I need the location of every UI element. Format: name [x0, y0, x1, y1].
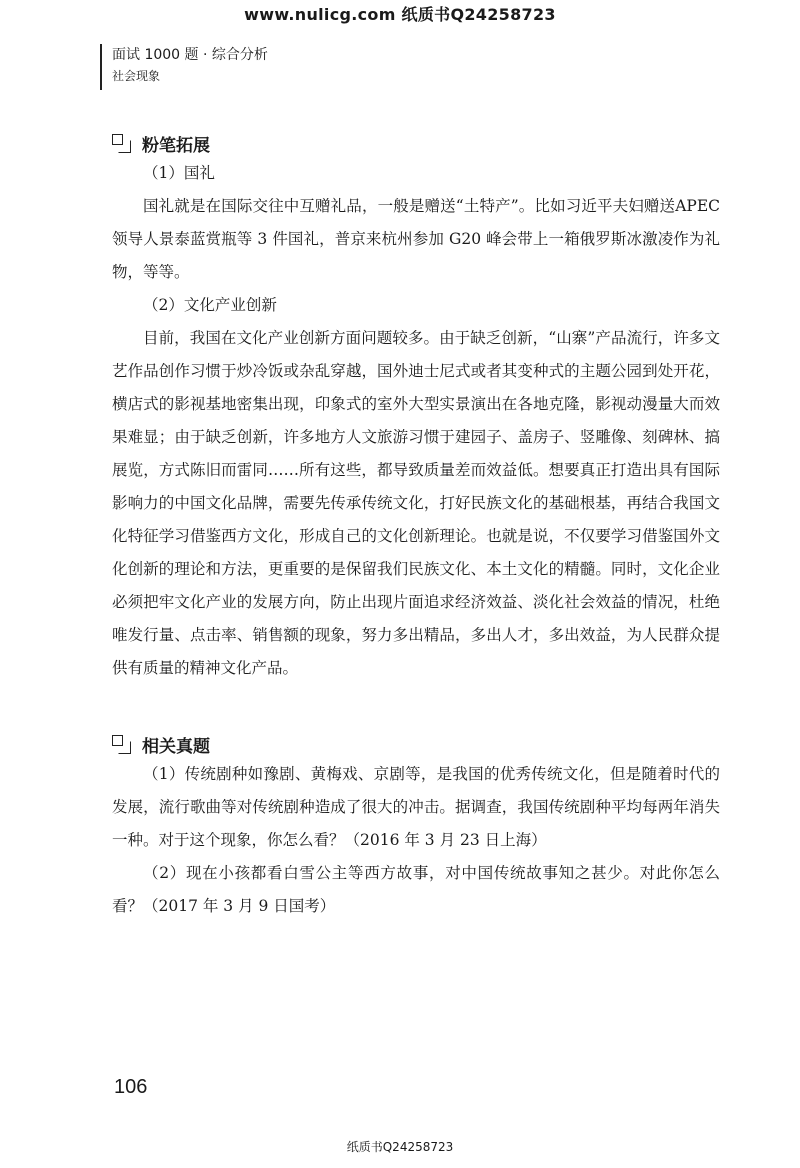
watermark-bottom: 纸质书Q24258723 — [346, 1140, 454, 1154]
question-item: （1）传统剧种如豫剧、黄梅戏、京剧等，是我国的优秀传统文化，但是随着时代的发展，流行歌曲等对传统剧种造成了很大的冲击。据调查，我国传统剧种平均每两年消失一种。对于这个现象，你怎么看？（2016 年 3 月 23 日上海） — [112, 765, 720, 849]
paragraph-guoli: 国礼就是在国际交往中互赠礼品，一般是赠送“土特产”。比如习近平夫妇赠送APEC 领导人景泰蓝赏瓶等 3 件国礼，普京来杭州参加 G20 峰会带上一箱俄罗斯冰激凌作为礼物，等等。 — [112, 197, 720, 281]
chapter-title: 社会现象 — [112, 69, 161, 83]
subheading-guoli: （1）国礼 — [143, 164, 215, 182]
section-heading-related-questions — [112, 732, 210, 757]
question-item: （2）现在小孩都看白雪公主等西方故事，对中国传统故事知之甚少。对此你怎么看？（2017 年 3 月 9 日国考） — [112, 864, 720, 915]
subheading-culture-industry: （2）文化产业创新 — [143, 296, 277, 314]
page-number: 106 — [114, 1076, 148, 1098]
book-series-title: 面试 1000 题 · 综合分析 — [112, 47, 268, 63]
paragraph-culture-industry: 目前，我国在文化产业创新方面问题较多。由于缺乏创新，“山寨”产品流行，许多文艺作品创作习惯于炒冷饭或杂乱穿越，国外迪士尼式或者其变种式的主题公园到处开花，横店式的影视基地密集出现，印象式的室外大型实景演出在各地克隆，影视动漫量大而效果难显；由于缺乏创新，许多地方人文旅游习惯于建园子、盖房子、竖雕像、刻碑林、搞展览，方式陈旧而雷同……所有这些，都导致质量差而效益低。想要真正打造出具有国际影响力的中国文化品牌，需要先传承传统文化，打好民族文化的基础根基，再结合我国文化特征学习借鉴西方文化，形成自己的文化创新理论。也就是说，不仅要学习借鉴国外文化创新的理论和方法，更重要的是保留我们民族文化、本土文化的精髓。同时，文化企业必须把牢文化产业的发展方向，防止出现片面追求经济效益、淡化社会效益的情况，杜绝唯发行量、点击率、销售额的现象，努力多出精品，多出人才，多出效益，为人民群众提供有质量的精神文化产品。 — [112, 329, 720, 677]
section-marker-icon — [112, 735, 132, 755]
section-heading-extension — [112, 131, 210, 156]
section-title: 相关真题 — [142, 737, 210, 757]
watermark-top: www.nulicg.com 纸质书Q24258723 — [244, 5, 556, 24]
book-header — [100, 44, 268, 90]
section-body-extension — [112, 157, 720, 685]
section-marker-icon — [112, 134, 132, 154]
section-body-related-questions — [112, 758, 720, 923]
section-title: 粉笔拓展 — [142, 136, 210, 156]
